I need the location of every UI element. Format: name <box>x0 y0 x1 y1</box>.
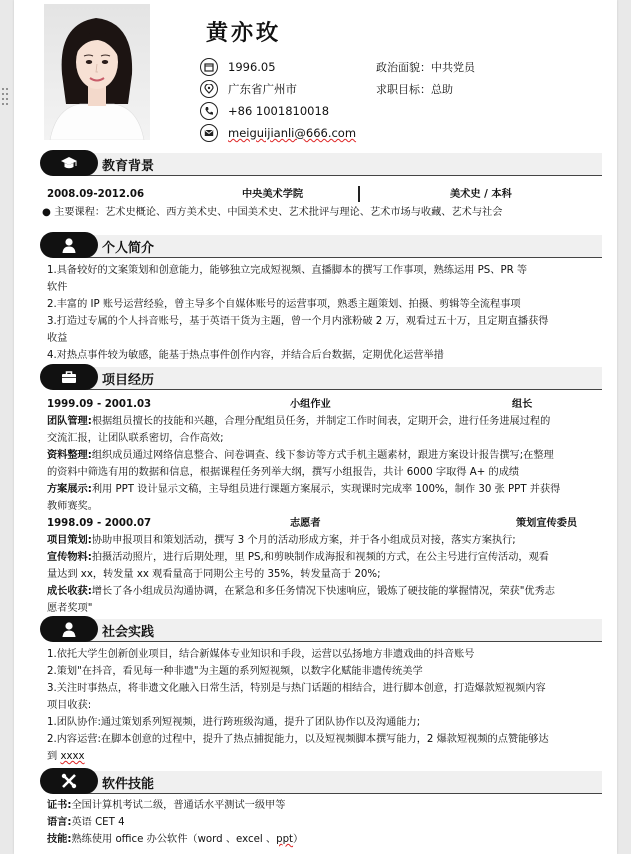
section-title: 项目经历 <box>102 373 155 388</box>
portrait-illustration <box>44 4 150 140</box>
social-line-7 <box>47 748 603 765</box>
label-presentation: 方案展示: <box>47 484 92 495</box>
education-courses <box>42 204 598 221</box>
project-2-name: 志愿者 <box>290 518 321 529</box>
political-status: 政治面貌：中共党员 <box>376 61 475 74</box>
growth-text: 增长了各小组成员沟通协调，在紧急和多任务情况下快速响应，锻炼了硬技能的掌握情况，荣获"优秀志 <box>91 586 555 597</box>
job-objective: 求职目标：总助 <box>376 83 453 96</box>
candidate-name: 黄亦玫 <box>206 21 282 46</box>
education-section-header <box>40 150 602 176</box>
project-2-period: 1998.09 - 2000.07 <box>47 518 152 529</box>
project-2-line-5: 愿者奖项" <box>47 603 93 614</box>
location-row <box>200 80 297 98</box>
birth-date: 1996.05 <box>228 60 276 74</box>
social-section-header <box>40 616 602 642</box>
section-title: 教育背景 <box>102 159 155 174</box>
social-line-1: 1.依托大学生创新创业项目，结合新媒体专业知识和手段，运营以弘扬地方非遗戏曲的抖音账号 <box>47 649 475 660</box>
phone-icon <box>200 102 218 120</box>
project-1-name: 小组作业 <box>290 399 331 410</box>
social-line-2: 2.策划"在抖音，看见每一种非遗"为主题的系列短视频，以数字化赋能非遗传统美学 <box>47 666 423 677</box>
phone-number: +86 1001810018 <box>228 104 330 118</box>
project-1-line-2: 交流汇报，让团队联系密切，合作高效; <box>47 433 224 444</box>
tech-text: 熟练使用 office 办公软件（word 、excel 、 <box>71 834 277 845</box>
tech-text-end: ） <box>293 834 304 845</box>
label-publicity: 宣传物料: <box>47 552 92 563</box>
placeholder-count: xxxx <box>60 751 85 762</box>
label-certificates: 证书: <box>47 800 72 811</box>
skills-tech <box>47 831 603 848</box>
label-materials: 资料整理: <box>47 450 92 461</box>
projects-section-header <box>40 364 602 390</box>
location-text: 广东省广州市 <box>228 82 297 96</box>
project-1-line-1 <box>47 413 603 430</box>
profile-photo <box>44 4 150 140</box>
materials-text: 组织成员通过网络信息整合、问卷调查、线下参访等方式手机主题素材，跟进方案设计报告撰写;在整理 <box>91 450 554 461</box>
profile-line-5: 收益 <box>47 333 68 344</box>
project-1-line-5 <box>47 481 603 498</box>
bullet-dot: ● <box>42 207 55 218</box>
profile-line-6: 4.对热点事件较为敏感，能基于热点事件创作内容，并结合后台数据，定期优化运营举措 <box>47 350 444 361</box>
project-2-role: 策划宣传委员 <box>516 518 578 529</box>
project-1-role: 组长 <box>512 399 533 410</box>
mail-icon <box>200 124 218 142</box>
label-tech: 技能: <box>47 834 72 845</box>
user-icon <box>40 616 98 642</box>
column-divider <box>358 186 360 202</box>
courses-text: 主要课程：艺术史概论、西方美术史、中国美术史、艺术批评与理论、艺术市场与收藏、艺术与社会 <box>54 207 503 218</box>
section-title: 个人简介 <box>102 241 155 256</box>
skills-language <box>47 814 603 831</box>
label-growth: 成长收获: <box>47 586 92 597</box>
calendar-icon <box>200 58 218 76</box>
project-2-line-1 <box>47 532 603 549</box>
project-2-line-4 <box>47 583 603 600</box>
label-planning: 项目策划: <box>47 535 92 546</box>
location-pin-icon <box>200 80 218 98</box>
education-period: 2008.09-2012.06 <box>47 189 145 200</box>
project-1-period: 1999.09 - 2001.03 <box>47 399 152 410</box>
certificates-text: 全国计算机考试二级，普通话水平测试一级甲等 <box>71 800 286 811</box>
social-line-4: 项目收获: <box>47 700 92 711</box>
label-language: 语言: <box>47 817 72 828</box>
user-icon <box>40 232 98 258</box>
profile-section-header <box>40 232 602 258</box>
section-title: 软件技能 <box>102 777 155 792</box>
team-management-text: 根据组员擅长的技能和兴趣，合理分配组员任务，并制定工作时间表，定期开会，进行任务进展过程的 <box>91 416 551 427</box>
profile-line-1: 1.具备较好的文案策划和创意能力，能够独立完成短视频、直播脚本的撰写工作事项，熟练运用 PS、PR 等 <box>47 265 528 276</box>
phone-row <box>200 102 329 120</box>
social-line-6: 2.内容运营:在脚本创意的过程中，提升了热点捕捉能力，以及短视频脚本撰写能力，2 爆款短视频的点赞能够达 <box>47 734 549 745</box>
language-text: 英语 CET 4 <box>71 817 125 828</box>
birth-row <box>200 58 276 76</box>
email-address[interactable]: meiguijianli@666.com <box>228 126 357 140</box>
project-2-line-2 <box>47 549 603 566</box>
profile-line-4: 3.打造过专属的个人抖音账号，基于英语干货为主题，曾一个月内涨粉破 2 万，观看过五十万，且定期直播获得 <box>47 316 549 327</box>
profile-line-2: 软件 <box>47 282 68 293</box>
section-title: 社会实践 <box>102 625 155 640</box>
drag-handle[interactable] <box>2 88 10 110</box>
resume-page <box>14 0 617 854</box>
tools-icon <box>40 768 98 794</box>
planning-text: 协助申报项目和策划活动，撰写 3 个月的活动形成方案，并于各小组成员对接，落实方案执行; <box>91 535 516 546</box>
social-line-5: 1.团队协作:通过策划系列短视频，进行跨班级沟通，提升了团队协作以及沟通能力; <box>47 717 421 728</box>
graduation-cap-icon <box>40 150 98 176</box>
education-school: 中央美术学院 <box>242 189 304 200</box>
project-1-line-3 <box>47 447 603 464</box>
email-row <box>200 124 356 142</box>
project-1-line-6: 教师赛奖。 <box>47 501 98 512</box>
social-line-7-text: 到 <box>47 751 61 762</box>
profile-line-3: 2.丰富的 IP 账号运营经验，曾主导多个自媒体账号的运营事项，熟悉主题策划、拍摄、剪辑等全流程事项 <box>47 299 521 310</box>
briefcase-icon <box>40 364 98 390</box>
education-major: 美术史 / 本科 <box>450 189 512 200</box>
publicity-text: 拍摄活动照片，进行后期处理，里 PS,和剪映制作成海报和视频的方式，在公主号进行宣传活动，观看 <box>91 552 549 563</box>
social-line-3: 3.关注时事热点，将非遗文化融入日常生活，特别是与热门话题的相结合，进行脚本创意，打造爆款短视频内容 <box>47 683 546 694</box>
presentation-text: 利用 PPT 设计显示文稿，主导组员进行课题方案展示，实现课时完成率 100%，制作 30 张 PPT 并获得 <box>91 484 561 495</box>
project-2-line-3: 量达到 xx，转发量 xx 观看量高于同期公主号的 35%，转发量高于 20%; <box>47 569 381 580</box>
skills-certificates <box>47 797 603 814</box>
skills-section-header <box>40 768 602 794</box>
project-1-line-4: 的资料中筛选有用的数据和信息，根据课程任务列举大纲，撰写小组报告，共计 6000 字取得 A+ 的成绩 <box>47 467 520 478</box>
label-team-management: 团队管理: <box>47 416 92 427</box>
tech-ppt: ppt <box>276 834 294 845</box>
